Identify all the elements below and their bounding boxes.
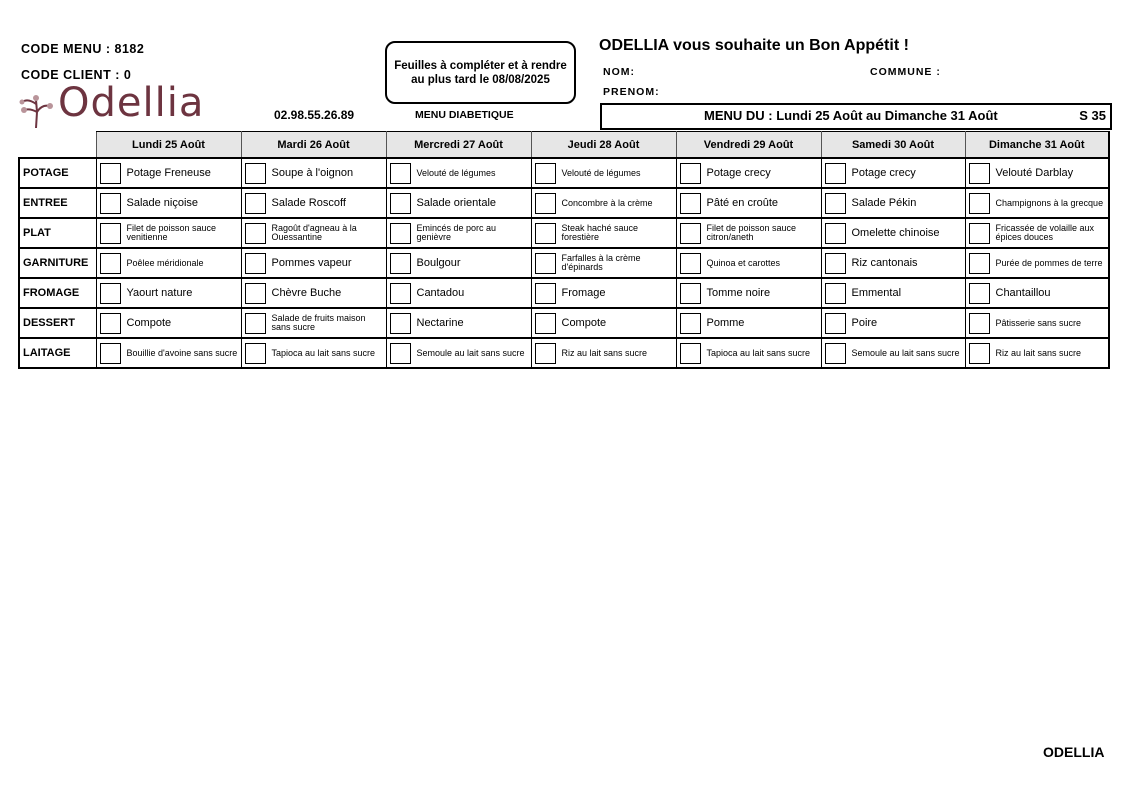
select-checkbox[interactable] xyxy=(825,253,846,274)
menu-cell xyxy=(531,338,676,368)
menu-cell xyxy=(386,248,531,278)
dish-name: Champignons à la grecque xyxy=(995,197,1104,208)
table-row xyxy=(19,248,1109,278)
select-checkbox[interactable] xyxy=(680,343,701,364)
select-checkbox[interactable] xyxy=(100,253,121,274)
course-label: FROMAGE xyxy=(19,278,96,308)
dish-name: Filet de poisson sauce venitienne xyxy=(126,223,217,242)
menu-cell xyxy=(676,248,821,278)
select-checkbox[interactable] xyxy=(535,193,556,214)
day-header: Mercredi 27 Août xyxy=(386,132,531,159)
dish-name: Salade orientale xyxy=(416,197,497,209)
dish-name: Farfalles à la crème d'épinards xyxy=(561,253,641,272)
menu-cell xyxy=(531,308,676,338)
select-checkbox[interactable] xyxy=(245,343,266,364)
day-header: Samedi 30 Août xyxy=(821,132,965,159)
select-checkbox[interactable] xyxy=(100,313,121,334)
deadline-notice xyxy=(385,41,576,104)
table-row xyxy=(19,218,1109,248)
menu-cell xyxy=(386,338,531,368)
menu-cell xyxy=(821,218,965,248)
menu-type: MENU DIABETIQUE xyxy=(415,109,514,121)
menu-cell xyxy=(676,188,821,218)
dish-name: Compote xyxy=(561,317,607,329)
dish-name: Riz au lait sans sucre xyxy=(995,347,1082,358)
table-row xyxy=(19,338,1109,368)
select-checkbox[interactable] xyxy=(245,313,266,334)
dish-name: Quinoa et carottes xyxy=(706,257,781,268)
greeting: ODELLIA vous souhaite un Bon Appétit ! xyxy=(599,37,909,54)
day-header: Jeudi 28 Août xyxy=(531,132,676,159)
table-row xyxy=(19,188,1109,218)
select-checkbox[interactable] xyxy=(680,163,701,184)
dish-name: Tapioca au lait sans sucre xyxy=(271,347,376,358)
menu-cell xyxy=(676,218,821,248)
select-checkbox[interactable] xyxy=(390,163,411,184)
select-checkbox[interactable] xyxy=(245,163,266,184)
select-checkbox[interactable] xyxy=(100,223,121,244)
dish-name: Riz cantonais xyxy=(851,257,918,269)
dish-name: Velouté de légumes xyxy=(561,167,641,178)
menu-cell xyxy=(386,278,531,308)
select-checkbox[interactable] xyxy=(535,253,556,274)
dish-name: Ragoût d'agneau à la Ouessantine xyxy=(271,223,357,242)
footer-brand: ODELLIA xyxy=(1043,744,1105,760)
dish-name: Chantaillou xyxy=(995,287,1051,299)
menu-table xyxy=(18,131,1110,369)
menu-cell xyxy=(965,338,1109,368)
menu-cell xyxy=(241,158,386,188)
code-menu: CODE MENU : 8182 xyxy=(21,42,145,56)
tree-icon xyxy=(18,90,58,130)
notice-line-1: Feuilles à compléter et à rendre xyxy=(394,59,567,72)
course-label: DESSERT xyxy=(19,308,96,338)
code-client: CODE CLIENT : 0 xyxy=(21,68,132,82)
dish-name: Concombre à la crème xyxy=(561,197,653,208)
corner-cell xyxy=(19,132,96,159)
select-checkbox[interactable] xyxy=(535,343,556,364)
menu-cell xyxy=(965,188,1109,218)
menu-cell xyxy=(676,308,821,338)
menu-cell xyxy=(531,278,676,308)
table-row xyxy=(19,158,1109,188)
select-checkbox[interactable] xyxy=(825,163,846,184)
dish-name: Salade Roscoff xyxy=(271,197,346,209)
day-header: Dimanche 31 Août xyxy=(965,132,1109,159)
dish-name: Tapioca au lait sans sucre xyxy=(706,347,811,358)
select-checkbox[interactable] xyxy=(825,313,846,334)
menu-cell xyxy=(531,218,676,248)
menu-cell xyxy=(965,248,1109,278)
dish-name: Potage crecy xyxy=(706,167,771,179)
dish-name: Semoule au lait sans sucre xyxy=(851,347,960,358)
menu-cell xyxy=(965,308,1109,338)
menu-cell xyxy=(821,338,965,368)
dish-name: Salade niçoise xyxy=(126,197,199,209)
menu-cell xyxy=(96,338,241,368)
select-checkbox[interactable] xyxy=(390,223,411,244)
dish-name: Yaourt nature xyxy=(126,287,193,299)
select-checkbox[interactable] xyxy=(245,223,266,244)
menu-cell xyxy=(96,188,241,218)
menu-cell xyxy=(96,158,241,188)
nom-label: NOM: xyxy=(603,66,635,78)
select-checkbox[interactable] xyxy=(245,283,266,304)
dish-name: Soupe à l'oignon xyxy=(271,167,354,179)
menu-cell xyxy=(241,308,386,338)
select-checkbox[interactable] xyxy=(100,283,121,304)
week-number: S 35 xyxy=(1079,108,1106,123)
dish-name: Filet de poisson sauce citron/aneth xyxy=(706,223,797,242)
dish-name: Omelette chinoise xyxy=(851,227,940,239)
menu-cell xyxy=(96,218,241,248)
menu-cell xyxy=(96,248,241,278)
dish-name: Velouté de légumes xyxy=(416,167,496,178)
select-checkbox[interactable] xyxy=(680,313,701,334)
menu-cell xyxy=(821,308,965,338)
select-checkbox[interactable] xyxy=(969,283,990,304)
menu-period: MENU DU : Lundi 25 Août au Dimanche 31 Août xyxy=(704,108,998,123)
dish-name: Salade Pékin xyxy=(851,197,917,209)
menu-cell xyxy=(676,338,821,368)
day-header: Vendredi 29 Août xyxy=(676,132,821,159)
menu-cell xyxy=(965,278,1109,308)
course-label: POTAGE xyxy=(19,158,96,188)
dish-name: Pâté en croûte xyxy=(706,197,779,209)
course-label: GARNITURE xyxy=(19,248,96,278)
dish-name: Emincés de porc au genièvre xyxy=(416,223,497,242)
select-checkbox[interactable] xyxy=(100,193,121,214)
select-checkbox[interactable] xyxy=(390,283,411,304)
select-checkbox[interactable] xyxy=(969,313,990,334)
select-checkbox[interactable] xyxy=(245,193,266,214)
menu-cell xyxy=(241,188,386,218)
select-checkbox[interactable] xyxy=(535,223,556,244)
menu-cell xyxy=(965,218,1109,248)
menu-cell xyxy=(531,158,676,188)
dish-name: Steak haché sauce forestière xyxy=(561,223,639,242)
select-checkbox[interactable] xyxy=(390,313,411,334)
menu-cell xyxy=(386,188,531,218)
menu-cell xyxy=(96,278,241,308)
phone-number: 02.98.55.26.89 xyxy=(274,108,355,122)
menu-cell xyxy=(241,278,386,308)
select-checkbox[interactable] xyxy=(969,193,990,214)
dish-name: Poire xyxy=(851,317,878,329)
select-checkbox[interactable] xyxy=(969,253,990,274)
dish-name: Velouté Darblay xyxy=(995,167,1074,179)
select-checkbox[interactable] xyxy=(969,343,990,364)
table-row xyxy=(19,308,1109,338)
menu-cell xyxy=(241,248,386,278)
dish-name: Purée de pommes de terre xyxy=(995,257,1103,268)
select-checkbox[interactable] xyxy=(535,283,556,304)
prenom-label: PRENOM: xyxy=(603,86,660,98)
odellia-logo xyxy=(18,80,213,132)
select-checkbox[interactable] xyxy=(969,163,990,184)
dish-name: Poêlee méridionale xyxy=(126,257,204,268)
select-checkbox[interactable] xyxy=(245,253,266,274)
dish-name: Pommes vapeur xyxy=(271,257,352,269)
menu-cell xyxy=(676,278,821,308)
menu-cell xyxy=(821,278,965,308)
menu-period-box xyxy=(600,103,1112,130)
dish-name: Pomme xyxy=(706,317,745,329)
select-checkbox[interactable] xyxy=(680,283,701,304)
select-checkbox[interactable] xyxy=(100,163,121,184)
select-checkbox[interactable] xyxy=(680,193,701,214)
menu-cell xyxy=(965,158,1109,188)
notice-line-2: au plus tard le 08/08/2025 xyxy=(411,73,550,86)
select-checkbox[interactable] xyxy=(390,253,411,274)
dish-name: Cantadou xyxy=(416,287,465,299)
select-checkbox[interactable] xyxy=(535,313,556,334)
select-checkbox[interactable] xyxy=(969,223,990,244)
dish-name: Chèvre Buche xyxy=(271,287,342,299)
menu-cell xyxy=(821,188,965,218)
menu-cell xyxy=(531,248,676,278)
dish-name: Compote xyxy=(126,317,172,329)
dish-name: Fromage xyxy=(561,287,606,299)
course-label: ENTREE xyxy=(19,188,96,218)
menu-cell xyxy=(531,188,676,218)
dish-name: Salade de fruits maison sans sucre xyxy=(271,313,366,332)
course-label: LAITAGE xyxy=(19,338,96,368)
select-checkbox[interactable] xyxy=(680,223,701,244)
dish-name: Tomme noire xyxy=(706,287,771,299)
menu-cell xyxy=(676,158,821,188)
dish-name: Pâtisserie sans sucre xyxy=(995,317,1082,328)
commune-label: COMMUNE : xyxy=(870,66,941,78)
select-checkbox[interactable] xyxy=(390,193,411,214)
course-label: PLAT xyxy=(19,218,96,248)
dish-name: Emmental xyxy=(851,287,902,299)
dish-name: Bouillie d'avoine sans sucre xyxy=(126,347,238,358)
menu-cell xyxy=(821,158,965,188)
menu-cell xyxy=(386,218,531,248)
menu-cell xyxy=(821,248,965,278)
dish-name: Semoule au lait sans sucre xyxy=(416,347,525,358)
select-checkbox[interactable] xyxy=(100,343,121,364)
select-checkbox[interactable] xyxy=(680,253,701,274)
dish-name: Fricassée de volaille aux épices douces xyxy=(995,223,1095,242)
menu-cell xyxy=(386,308,531,338)
table-row xyxy=(19,278,1109,308)
menu-cell xyxy=(241,338,386,368)
select-checkbox[interactable] xyxy=(825,343,846,364)
day-header: Lundi 25 Août xyxy=(96,132,241,159)
dish-name: Potage crecy xyxy=(851,167,916,179)
day-header: Mardi 26 Août xyxy=(241,132,386,159)
select-checkbox[interactable] xyxy=(390,343,411,364)
menu-cell xyxy=(241,218,386,248)
dish-name: Boulgour xyxy=(416,257,461,269)
dish-name: Potage Freneuse xyxy=(126,167,211,179)
menu-cell xyxy=(96,308,241,338)
select-checkbox[interactable] xyxy=(825,223,846,244)
select-checkbox[interactable] xyxy=(825,193,846,214)
select-checkbox[interactable] xyxy=(535,163,556,184)
menu-cell xyxy=(386,158,531,188)
logo-wordmark: Odellia xyxy=(58,80,205,126)
dish-name: Nectarine xyxy=(416,317,464,329)
select-checkbox[interactable] xyxy=(825,283,846,304)
dish-name: Riz au lait sans sucre xyxy=(561,347,648,358)
